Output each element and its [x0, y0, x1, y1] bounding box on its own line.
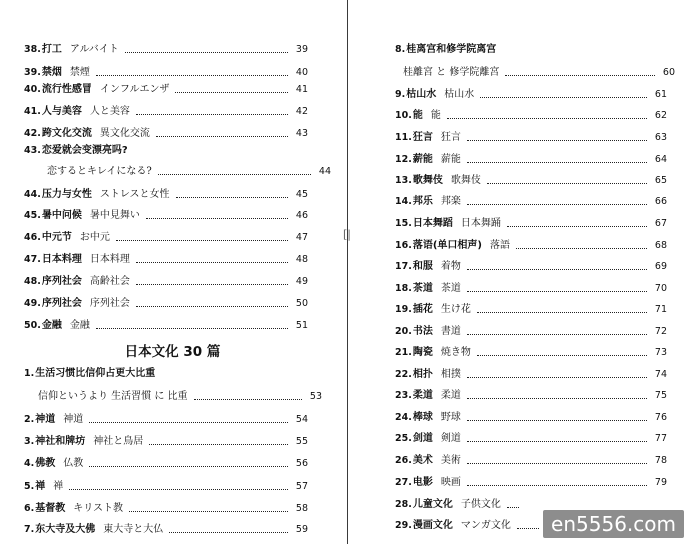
toc-entry	[395, 433, 667, 445]
entry-number: 20.	[395, 326, 412, 337]
page-number: 71	[654, 304, 667, 315]
dot-leader	[467, 140, 647, 141]
entry-chinese-title: 陶瓷	[412, 347, 433, 358]
entry-chinese-title: 序列社会	[41, 298, 82, 309]
entry-chinese-title: 落语(单口相声)	[412, 240, 482, 251]
dot-leader	[89, 422, 288, 423]
entry-japanese-title: 落語	[489, 240, 510, 251]
toc-entry	[395, 455, 667, 467]
entry-number: 38.	[24, 44, 41, 55]
page-number: 40	[295, 67, 308, 78]
dot-leader	[467, 398, 647, 399]
entry-japanese-title: 子供文化	[460, 499, 501, 510]
toc-entry	[24, 524, 308, 536]
entry-japanese-title: 茶道	[440, 283, 461, 294]
toc-entry	[395, 347, 667, 359]
entry-chinese-title: 柔道	[412, 390, 433, 401]
dot-leader	[487, 183, 647, 184]
dot-leader	[467, 162, 647, 163]
toc-entry	[24, 232, 308, 244]
page-number: 56	[295, 458, 308, 469]
dot-leader	[116, 240, 288, 241]
dot-leader	[146, 218, 288, 219]
entry-number: 19.	[395, 304, 412, 315]
entry-japanese-title: 美術	[440, 455, 461, 466]
entry-chinese-title: 和服	[412, 261, 433, 272]
toc-entry	[24, 368, 308, 380]
toc-entry	[24, 145, 308, 157]
entry-number: 15.	[395, 218, 412, 229]
entry-number: 16.	[395, 240, 412, 251]
entry-number: 2.	[24, 414, 35, 425]
entry-chinese-title: 暑中问候	[41, 210, 82, 221]
entry-number: 40.	[24, 84, 41, 95]
entry-japanese-title: 書道	[440, 326, 461, 337]
entry-number: 23.	[395, 390, 412, 401]
entry-japanese-title: 歌舞伎	[450, 175, 481, 186]
entry-number: 10.	[395, 110, 412, 121]
page-number: 50	[295, 298, 308, 309]
toc-entry	[24, 503, 308, 515]
entry-japanese-title: 桂離宮 と 修学院離宮	[403, 67, 500, 78]
entry-japanese-title: 金融	[69, 320, 90, 331]
entry-number: 43.	[24, 145, 41, 156]
entry-chinese-title: 日本舞蹈	[412, 218, 453, 229]
toc-entry	[24, 210, 308, 222]
toc-entry	[24, 298, 308, 310]
dot-leader	[447, 118, 647, 119]
entry-chinese-title: 美术	[412, 455, 433, 466]
entry-number: 39.	[24, 67, 41, 78]
dot-leader	[169, 532, 288, 533]
page-number: 46	[295, 210, 308, 221]
entry-japanese-title: 相撲	[440, 369, 461, 380]
entry-chinese-title: 儿童文化	[412, 499, 453, 510]
entry-number: 28.	[395, 499, 412, 510]
page-number: 59	[295, 524, 308, 535]
entry-japanese-title: 能	[430, 110, 441, 121]
entry-chinese-title: 佛教	[35, 458, 56, 469]
entry-chinese-title: 中元节	[41, 232, 72, 243]
entry-chinese-title: 茶道	[412, 283, 433, 294]
entry-number: 14.	[395, 196, 412, 207]
dot-leader	[467, 269, 647, 270]
entry-number: 21.	[395, 347, 412, 358]
toc-entry	[395, 304, 667, 316]
entry-number: 44.	[24, 189, 41, 200]
page-number: 69	[654, 261, 667, 272]
dot-leader	[175, 92, 288, 93]
entry-chinese-title: 邦乐	[412, 196, 433, 207]
dot-leader	[149, 444, 288, 445]
dot-leader	[467, 377, 647, 378]
dot-leader	[467, 204, 647, 205]
entry-japanese-title: お中元	[79, 232, 110, 243]
entry-chinese-title: 基督教	[35, 503, 66, 514]
entry-japanese-title: 日本舞踊	[460, 218, 501, 229]
toc-entry	[395, 412, 667, 424]
toc-entry	[24, 254, 308, 266]
toc-entry	[24, 106, 308, 118]
entry-number: 8.	[395, 44, 406, 55]
page-number: 65	[654, 175, 667, 186]
toc-entry	[395, 369, 667, 381]
toc-entry	[24, 44, 308, 56]
entry-chinese-title: 东大寺及大佛	[35, 524, 96, 535]
toc-entry	[24, 320, 308, 332]
entry-chinese-title: 枯山水	[406, 89, 437, 100]
dot-leader	[136, 306, 288, 307]
page-number: 49	[295, 276, 308, 287]
entry-japanese-title: 仏教	[63, 458, 84, 469]
page-number: 39	[295, 44, 308, 55]
entry-japanese-title: 序列社会	[89, 298, 130, 309]
toc-entry	[24, 458, 308, 470]
entry-chinese-title: 薪能	[412, 154, 433, 165]
page-number: 55	[295, 436, 308, 447]
toc-entry	[395, 390, 667, 402]
entry-japanese-title: マンガ文化	[460, 520, 511, 531]
dot-leader	[89, 466, 288, 467]
entry-chinese-title: 禅	[35, 481, 46, 492]
dot-leader	[158, 174, 311, 175]
entry-chinese-title: 漫画文化	[412, 520, 453, 531]
dot-leader	[480, 97, 647, 98]
dot-leader	[477, 312, 647, 313]
entry-number: 5.	[24, 481, 35, 492]
entry-chinese-title: 能	[412, 110, 423, 121]
entry-number: 6.	[24, 503, 35, 514]
entry-number: 3.	[24, 436, 35, 447]
entry-japanese-title: 神社と鳥居	[93, 436, 144, 447]
entry-chinese-title: 剑道	[412, 433, 433, 444]
dot-leader	[96, 75, 288, 76]
entry-japanese-title: 異文化交流	[99, 128, 150, 139]
entry-japanese-title: 野球	[440, 412, 461, 423]
entry-chinese-title: 禁烟	[41, 67, 62, 78]
page-number: 78	[654, 455, 667, 466]
dot-leader	[467, 441, 647, 442]
toc-entry-subline	[47, 166, 331, 178]
dot-leader	[176, 197, 288, 198]
entry-number: 11.	[395, 132, 412, 143]
entry-number: 4.	[24, 458, 35, 469]
entry-chinese-title: 人与美容	[41, 106, 82, 117]
dot-leader	[467, 420, 647, 421]
entry-number: 9.	[395, 89, 406, 100]
toc-entry	[24, 276, 308, 288]
entry-japanese-title: 薪能	[440, 154, 461, 165]
entry-chinese-title: 相扑	[412, 369, 433, 380]
page-number: 73	[654, 347, 667, 358]
page-number: 79	[654, 477, 667, 488]
toc-entry	[395, 218, 667, 230]
watermark: en5556.com	[543, 510, 684, 538]
entry-number: 22.	[395, 369, 412, 380]
page-number: 42	[295, 106, 308, 117]
entry-japanese-title: 日本料理	[89, 254, 130, 265]
entry-chinese-title: 压力与女性	[41, 189, 92, 200]
entry-chinese-title: 棒球	[412, 412, 433, 423]
entry-number: 13.	[395, 175, 412, 186]
page-number: 54	[295, 414, 308, 425]
entry-japanese-title: キリスト教	[73, 503, 124, 514]
dot-leader	[507, 226, 647, 227]
page-number: 60	[662, 67, 675, 78]
entry-japanese-title: 剣道	[440, 433, 461, 444]
toc-entry	[24, 189, 308, 201]
toc-entry	[24, 67, 308, 79]
entry-japanese-title: 禅	[53, 481, 64, 492]
page-number: 41	[295, 84, 308, 95]
toc-entry	[395, 154, 667, 166]
entry-number: 47.	[24, 254, 41, 265]
dot-leader	[156, 136, 288, 137]
right-page	[351, 0, 690, 544]
entry-japanese-title: 人と美容	[89, 106, 130, 117]
dot-leader	[517, 528, 539, 529]
entry-japanese-title: 東大寺と大仏	[103, 524, 164, 535]
toc-entry	[395, 261, 667, 273]
entry-chinese-title: 神社和牌坊	[35, 436, 86, 447]
toc-entry	[395, 196, 667, 208]
dot-leader	[505, 75, 655, 76]
entry-japanese-title: 枯山水	[444, 89, 475, 100]
entry-japanese-title: 恋するとキレイになる?	[47, 166, 152, 177]
entry-chinese-title: 歌舞伎	[412, 175, 443, 186]
entry-number: 7.	[24, 524, 35, 535]
toc-entry	[395, 499, 525, 511]
page-number: 58	[295, 503, 308, 514]
page-number: 45	[295, 189, 308, 200]
dot-leader	[507, 507, 519, 508]
entry-chinese-title: 跨文化交流	[41, 128, 92, 139]
entry-number: 46.	[24, 232, 41, 243]
page-number: 53	[309, 391, 322, 402]
entry-number: 42.	[24, 128, 41, 139]
entry-chinese-title: 序列社会	[41, 276, 82, 287]
toc-entry	[395, 520, 545, 532]
dot-leader	[467, 485, 647, 486]
entry-number: 27.	[395, 477, 412, 488]
dot-leader	[125, 52, 288, 53]
dot-leader	[467, 463, 647, 464]
page-number: 48	[295, 254, 308, 265]
entry-chinese-title: 神道	[35, 414, 56, 425]
entry-japanese-title: ストレスと女性	[99, 189, 170, 200]
page-number: 68	[654, 240, 667, 251]
page-number: 47	[295, 232, 308, 243]
entry-number: 45.	[24, 210, 41, 221]
entry-japanese-title: 焼き物	[440, 347, 471, 358]
page-number: 72	[654, 326, 667, 337]
page-number: 67	[654, 218, 667, 229]
toc-entry	[24, 481, 308, 493]
toc-entry-subline	[38, 391, 322, 403]
dot-leader	[194, 399, 302, 400]
toc-entry	[395, 175, 667, 187]
page-number: 57	[295, 481, 308, 492]
entry-number: 41.	[24, 106, 41, 117]
page-number: 64	[654, 154, 667, 165]
entry-number: 12.	[395, 154, 412, 165]
entry-japanese-title: アルバイト	[69, 44, 119, 55]
dot-leader	[136, 114, 288, 115]
entry-japanese-title: 神道	[63, 414, 84, 425]
entry-japanese-title: 禁煙	[69, 67, 90, 78]
entry-number: 49.	[24, 298, 41, 309]
entry-number: 29.	[395, 520, 412, 531]
gutter-mark: [|	[343, 228, 351, 241]
dot-leader	[477, 355, 647, 356]
toc-entry	[395, 132, 667, 144]
entry-japanese-title: 信仰というより 生活習慣 に 比重	[38, 391, 188, 402]
page-number: 43	[295, 128, 308, 139]
entry-number: 17.	[395, 261, 412, 272]
page-number: 51	[295, 320, 308, 331]
toc-entry-subline	[403, 67, 675, 79]
entry-chinese-title: 狂言	[412, 132, 433, 143]
page-number: 70	[654, 283, 667, 294]
entry-japanese-title: 高齢社会	[89, 276, 130, 287]
dot-leader	[96, 328, 288, 329]
entry-chinese-title: 插花	[412, 304, 433, 315]
toc-entry	[24, 414, 308, 426]
toc-entry	[395, 283, 667, 295]
entry-chinese-title: 书法	[412, 326, 433, 337]
entry-japanese-title: インフルエンザ	[99, 84, 170, 95]
page-number: 66	[654, 196, 667, 207]
entry-japanese-title: 映画	[440, 477, 461, 488]
entry-chinese-title: 流行性感冒	[41, 84, 92, 95]
toc-entry	[395, 477, 667, 489]
entry-japanese-title: 狂言	[440, 132, 461, 143]
toc-entry	[395, 110, 667, 122]
dot-leader	[516, 248, 647, 249]
toc-entry	[395, 44, 667, 56]
entry-chinese-title: 日本料理	[41, 254, 82, 265]
dot-leader	[467, 334, 647, 335]
toc-entry	[24, 436, 308, 448]
entry-japanese-title: 暑中見舞い	[89, 210, 140, 221]
entry-japanese-title: 邦楽	[440, 196, 461, 207]
toc-entry	[24, 84, 308, 96]
entry-chinese-title: 电影	[412, 477, 433, 488]
entry-number: 24.	[395, 412, 412, 423]
entry-chinese-title: 桂离宫和修学院离宫	[406, 44, 497, 55]
entry-number: 1.	[24, 368, 35, 379]
page-number: 76	[654, 412, 667, 423]
dot-leader	[467, 291, 647, 292]
entry-number: 25.	[395, 433, 412, 444]
entry-number: 50.	[24, 320, 41, 331]
entry-number: 18.	[395, 283, 412, 294]
page-number: 74	[654, 369, 667, 380]
dot-leader	[129, 511, 288, 512]
toc-entry	[24, 128, 308, 140]
page-gutter-divider	[347, 0, 348, 544]
toc-entry	[395, 240, 667, 252]
dot-leader	[69, 489, 288, 490]
entry-japanese-title: 生け花	[440, 304, 471, 315]
entry-chinese-title: 生活习惯比信仰占更大比重	[35, 368, 156, 379]
entry-chinese-title: 恋爱就会变漂亮吗?	[41, 145, 128, 156]
dot-leader	[136, 262, 288, 263]
page-number: 62	[654, 110, 667, 121]
entry-chinese-title: 金融	[41, 320, 62, 331]
page-number: 44	[318, 166, 331, 177]
entry-chinese-title: 打工	[41, 44, 62, 55]
toc-entry	[395, 326, 667, 338]
section-heading: 日本文化 30 篇	[124, 344, 221, 360]
entry-japanese-title: 着物	[440, 261, 461, 272]
page-number: 77	[654, 433, 667, 444]
page-number: 61	[654, 89, 667, 100]
page-number: 63	[654, 132, 667, 143]
entry-japanese-title: 柔道	[440, 390, 461, 401]
dot-leader	[136, 284, 288, 285]
entry-number: 48.	[24, 276, 41, 287]
entry-number: 26.	[395, 455, 412, 466]
toc-entry	[395, 89, 667, 101]
page-number: 75	[654, 390, 667, 401]
